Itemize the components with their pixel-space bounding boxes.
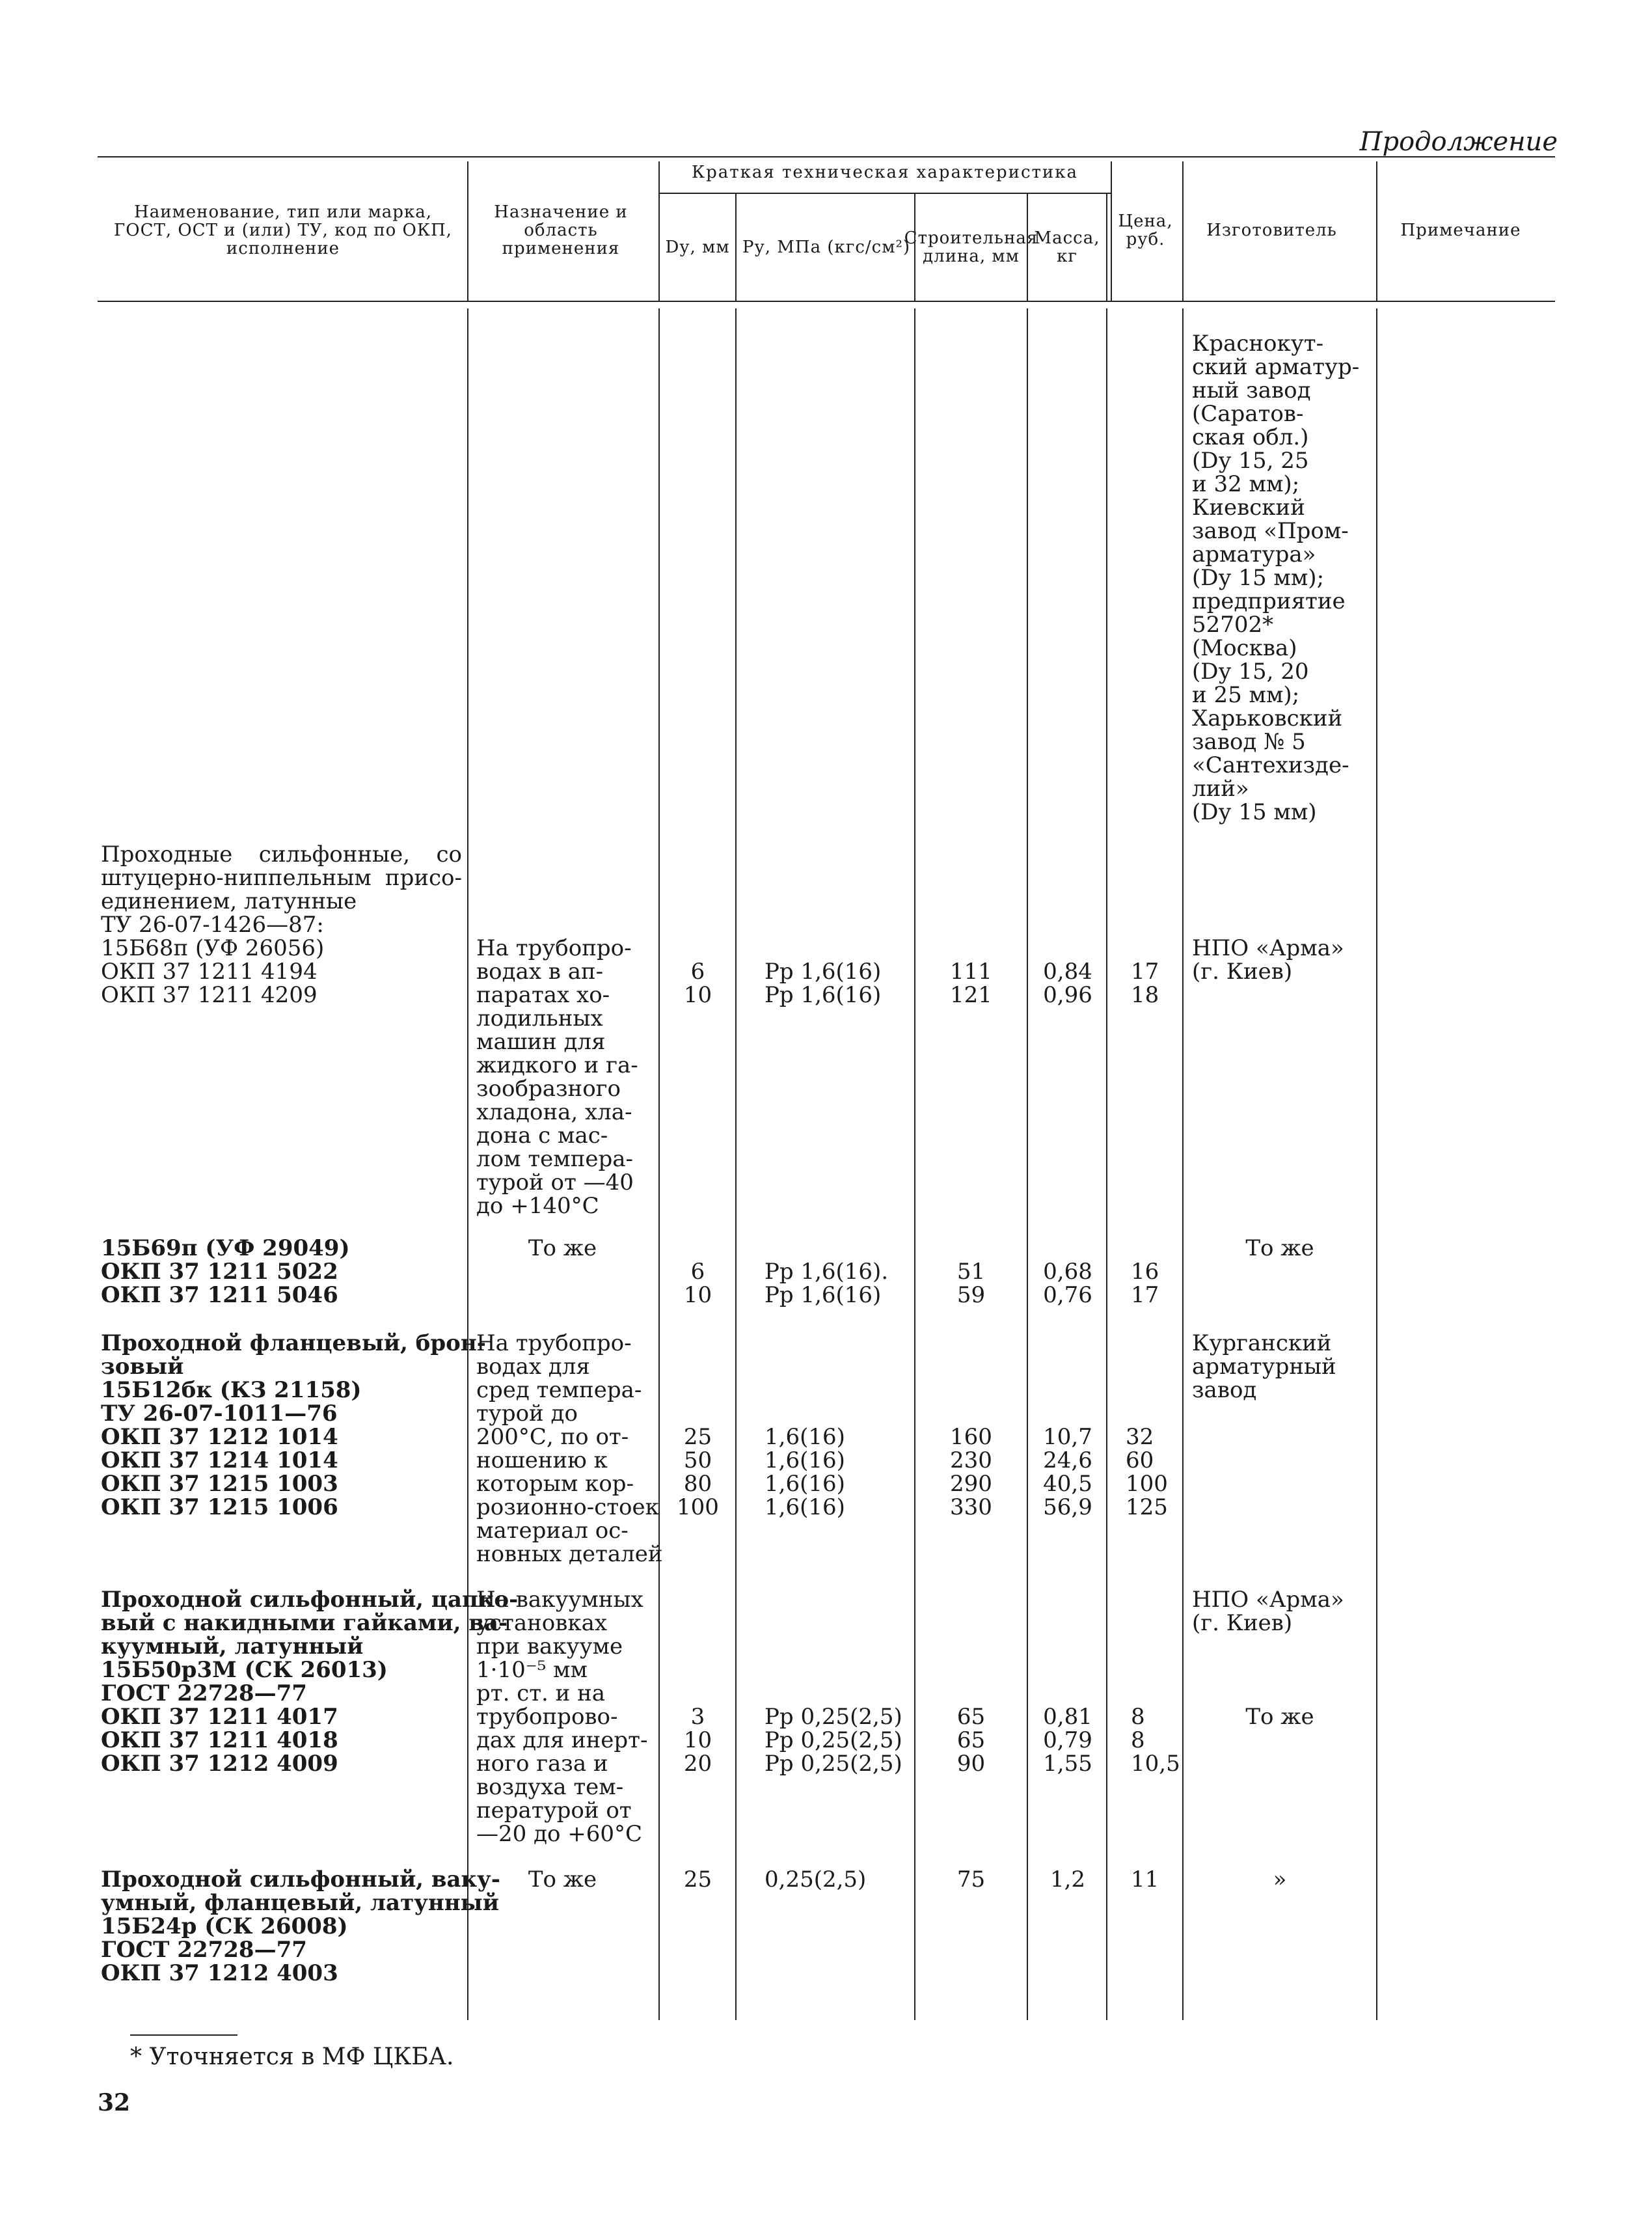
name-line: Проходной фланцевый, брон- <box>101 1330 486 1356</box>
row2-length <box>917 960 1025 1007</box>
price-value: 17 <box>1131 959 1159 985</box>
header-subrule <box>658 193 1111 194</box>
purpose-line: водах в ап- <box>476 959 604 985</box>
maker-line: Киевский <box>1192 495 1305 521</box>
header-dy: Dу, мм <box>665 238 730 257</box>
dy-value: 10 <box>683 1282 712 1308</box>
col-line <box>1376 308 1377 2020</box>
purpose-line: до +140°С <box>476 1193 599 1219</box>
purpose-line: рт. ст. и на <box>476 1680 606 1706</box>
py-value: Pр 0,25(2,5) <box>765 1751 902 1777</box>
length-value: 65 <box>956 1704 986 1730</box>
py-value: 1,6(16) <box>765 1447 845 1473</box>
dy-value: 10 <box>683 1727 712 1753</box>
purpose-line: сред темпера- <box>476 1377 642 1403</box>
maker-line: лий» <box>1192 776 1249 802</box>
maker-line: Краснокут- <box>1192 331 1324 357</box>
length-value: 59 <box>956 1282 986 1308</box>
name-line: 15Б50р3М (СК 26013) <box>101 1657 388 1683</box>
py-value: Pр 1,6(16). <box>765 1259 889 1285</box>
name-line: 15Б68п (УФ 26056) <box>101 935 325 961</box>
row6-price: 11 <box>1131 1867 1159 1893</box>
name-line: ОКП 37 1211 4018 <box>101 1727 338 1753</box>
maker-line: предприятие <box>1192 588 1346 614</box>
name-line: 15Б69п (УФ 29049) <box>101 1235 350 1261</box>
price-value: 100 <box>1126 1471 1168 1497</box>
name-line: 15Б12бк (КЗ 21158) <box>101 1377 362 1403</box>
dy-value: 6 <box>690 959 705 985</box>
col-line <box>1182 161 1184 301</box>
name-line: штуцерно-ниппельным присо- <box>101 865 462 891</box>
col-line <box>1111 161 1112 301</box>
purpose-line: ного газа и <box>476 1751 608 1777</box>
maker-line: завод № 5 <box>1192 729 1306 755</box>
purpose-line: дона с мас- <box>476 1123 608 1149</box>
length-value: 51 <box>956 1259 986 1285</box>
header-length: Строительная длина, мм <box>904 228 1038 266</box>
purpose-line: машин для <box>476 1029 606 1055</box>
footnote-rule <box>130 2034 237 2036</box>
row5-maker-same: То же <box>1245 1704 1314 1730</box>
row3-dy <box>664 1260 732 1307</box>
length-value: 90 <box>956 1751 986 1777</box>
row2-mass <box>1031 960 1104 1007</box>
maker-line: (Dу 15, 25 <box>1192 448 1309 474</box>
name-line: вый с накидными гайками, ва- <box>101 1610 508 1636</box>
mass-value: 24,6 <box>1043 1447 1092 1473</box>
name-line: 15Б24р (СК 26008) <box>101 1913 348 1939</box>
length-value: 160 <box>950 1424 992 1450</box>
py-value: Pр 1,6(16) <box>765 1282 882 1308</box>
col-line <box>914 308 915 2020</box>
dy-value: 80 <box>683 1471 712 1497</box>
purpose-line: На трубопро- <box>476 1330 632 1356</box>
row4-py <box>765 1425 914 1519</box>
length-value: 290 <box>950 1471 992 1497</box>
mass-value: 56,9 <box>1043 1494 1092 1520</box>
row5-name <box>101 1587 519 1777</box>
dy-value: 100 <box>677 1494 719 1520</box>
row5-mass <box>1031 1705 1104 1775</box>
name-line: ОКП 37 1211 5022 <box>101 1259 338 1285</box>
dy-value: 50 <box>683 1447 712 1473</box>
price-value: 60 <box>1126 1447 1154 1473</box>
maker-line: (г. Киев) <box>1192 1610 1293 1636</box>
mass-value: 10,7 <box>1043 1424 1092 1450</box>
name-line: ОКП 37 1211 5046 <box>101 1282 338 1308</box>
purpose-line: хладона, хла- <box>476 1099 632 1125</box>
mass-value: 0,96 <box>1043 982 1092 1008</box>
row6-py: 0,25(2,5) <box>765 1867 867 1893</box>
price-value: 16 <box>1131 1259 1159 1285</box>
name-line: умный, фланцевый, латунный <box>101 1890 499 1916</box>
col-line <box>1027 194 1028 301</box>
maker-line: «Сантехизде- <box>1192 752 1349 778</box>
maker-line: арматурный <box>1192 1354 1336 1380</box>
name-line: ОКП 37 1212 1014 <box>101 1424 338 1450</box>
row5-dy <box>664 1705 732 1775</box>
maker-line: НПО «Арма» <box>1192 935 1344 961</box>
purpose-line: На трубопро- <box>476 935 632 961</box>
maker-line: (Dу 15 мм); <box>1192 565 1325 591</box>
maker-line: Харьковский <box>1192 705 1343 732</box>
col-line <box>658 308 660 2020</box>
length-value: 230 <box>950 1447 992 1473</box>
py-value: Pр 0,25(2,5) <box>765 1704 902 1730</box>
purpose-line: дах для инерт- <box>476 1727 648 1753</box>
price-value: 10,5 <box>1131 1751 1180 1777</box>
header-price: Цена, руб. <box>1118 212 1173 249</box>
purpose-line: лом темпера- <box>476 1146 634 1172</box>
mass-value: 0,79 <box>1043 1727 1092 1753</box>
py-value: 1,6(16) <box>765 1424 845 1450</box>
header-mass: Масса, кг <box>1034 228 1100 266</box>
col-line <box>658 161 660 301</box>
name-line: Проходные сильфонные, со <box>101 841 462 868</box>
price-value: 125 <box>1126 1494 1168 1520</box>
purpose-line: лодильных <box>476 1005 603 1032</box>
purpose-line: —20 до +60°С <box>476 1821 643 1847</box>
mass-value: 40,5 <box>1043 1471 1092 1497</box>
header-name: Наименование, тип или марка, ГОСТ, ОСТ и (или) ТУ, код по ОКП, исполнение <box>114 202 452 258</box>
maker-line: Курганский <box>1192 1330 1332 1356</box>
row2-maker <box>1192 937 1374 983</box>
length-value: 330 <box>950 1494 992 1520</box>
maker-line: 52702* <box>1192 612 1274 638</box>
name-line: зовый <box>101 1354 184 1380</box>
purpose-line: ношению к <box>476 1447 608 1473</box>
maker-line: (Саратов- <box>1192 401 1304 427</box>
dy-value: 25 <box>683 1424 712 1450</box>
length-value: 111 <box>950 959 992 985</box>
header-note: Примечание <box>1400 221 1521 240</box>
price-value: 8 <box>1131 1727 1145 1753</box>
row5-py <box>765 1705 914 1775</box>
row1-maker <box>1192 332 1374 824</box>
dy-value: 10 <box>683 982 712 1008</box>
purpose-line: турой до <box>476 1401 578 1427</box>
py-value: 1,6(16) <box>765 1494 845 1520</box>
row4-mass <box>1031 1425 1104 1519</box>
name-line: ОКП 37 1212 4009 <box>101 1751 338 1777</box>
row2-name <box>101 843 462 1007</box>
maker-line: (Dу 15, 20 <box>1192 659 1309 685</box>
row3-purpose: То же <box>528 1235 597 1261</box>
name-line: Проходной сильфонный, цапко- <box>101 1587 519 1613</box>
purpose-line: водах для <box>476 1354 590 1380</box>
header-py: Pу, МПа (кгс/см²) <box>742 238 911 257</box>
col-line <box>1106 194 1107 301</box>
maker-line: (Dу 15 мм) <box>1192 799 1317 825</box>
mass-value: 0,81 <box>1043 1704 1092 1730</box>
row4-price <box>1126 1425 1181 1519</box>
py-value: Pр 0,25(2,5) <box>765 1727 902 1753</box>
row3-price <box>1131 1260 1180 1307</box>
name-line: ТУ 26-07-1011—76 <box>101 1401 338 1427</box>
purpose-line: при вакууме <box>476 1634 623 1660</box>
purpose-line: турой от —40 <box>476 1169 634 1196</box>
maker-line: НПО «Арма» <box>1192 1587 1344 1613</box>
mass-value: 0,68 <box>1043 1259 1092 1285</box>
maker-line: завод «Пром- <box>1192 518 1349 544</box>
maker-line: арматура» <box>1192 541 1316 568</box>
row4-purpose <box>476 1330 663 1567</box>
name-line: ГОСТ 22728—77 <box>101 1937 307 1963</box>
name-line: ОКП 37 1215 1006 <box>101 1494 338 1520</box>
header-bottom-rule <box>98 301 1555 302</box>
col-line <box>467 161 468 301</box>
row2-purpose <box>476 937 658 1218</box>
row3-py <box>765 1260 914 1307</box>
col-line <box>735 194 737 301</box>
maker-line: ный завод <box>1192 377 1311 403</box>
row5-purpose <box>476 1588 658 1846</box>
col-line <box>467 308 468 2020</box>
row2-price <box>1131 960 1180 1007</box>
header-tech-group: Краткая техническая характеристика <box>691 163 1079 182</box>
name-line: куумный, латунный <box>101 1634 364 1660</box>
name-line: ГОСТ 22728—77 <box>101 1680 307 1706</box>
maker-line: ский арматур- <box>1192 354 1360 380</box>
maker-line: и 32 мм); <box>1192 471 1300 497</box>
footnote: * Уточняется в МФ ЦКБА. <box>130 2044 454 2070</box>
purpose-line: установках <box>476 1610 608 1636</box>
row3-maker: То же <box>1245 1235 1314 1261</box>
col-line <box>1376 161 1377 301</box>
name-line: ТУ 26-07-1426—87: <box>101 912 324 938</box>
purpose-line: зообразного <box>476 1076 621 1102</box>
dy-value: 20 <box>683 1751 712 1777</box>
name-line: единением, латунные <box>101 888 357 914</box>
purpose-line: жидкого и га- <box>476 1052 638 1078</box>
py-value: Pр 1,6(16) <box>765 959 882 985</box>
row3-length <box>917 1260 1025 1307</box>
price-value: 18 <box>1131 982 1159 1008</box>
name-line: Проходной сильфонный, ваку- <box>101 1867 500 1893</box>
purpose-line: паратах хо- <box>476 982 610 1008</box>
purpose-line: материал ос- <box>476 1518 629 1544</box>
row5-maker <box>1192 1588 1374 1635</box>
row2-py <box>765 960 914 1007</box>
continuation-label: Продолжение <box>1359 127 1558 157</box>
row6-name <box>101 1867 500 1986</box>
row6-length: 75 <box>956 1867 986 1893</box>
mass-value: 0,84 <box>1043 959 1092 985</box>
col-line <box>1027 308 1028 2020</box>
row4-dy <box>664 1425 732 1519</box>
price-value: 32 <box>1126 1424 1154 1450</box>
mass-value: 1,55 <box>1043 1751 1092 1777</box>
length-value: 121 <box>950 982 992 1008</box>
header-purpose: Назначение и область применения <box>494 202 628 258</box>
purpose-line: На вакуумных <box>476 1587 643 1613</box>
row6-purpose: То же <box>528 1867 597 1893</box>
py-value: Pр 1,6(16) <box>765 982 882 1008</box>
purpose-line: пературой от <box>476 1798 632 1824</box>
page-number: 32 <box>98 2089 131 2116</box>
py-value: 1,6(16) <box>765 1471 845 1497</box>
row6-maker: » <box>1273 1867 1287 1893</box>
col-line <box>735 308 737 2020</box>
header-maker: Изготовитель <box>1206 221 1337 240</box>
name-line: ОКП 37 1215 1003 <box>101 1471 338 1497</box>
top-rule <box>98 156 1555 157</box>
name-line: ОКП 37 1211 4017 <box>101 1704 338 1730</box>
maker-line: (г. Киев) <box>1192 959 1293 985</box>
row4-name <box>101 1330 486 1520</box>
col-line <box>914 194 915 301</box>
purpose-line: 1·10⁻⁵ мм <box>476 1657 588 1683</box>
purpose-line: 200°С, по от- <box>476 1424 629 1450</box>
row4-maker <box>1192 1332 1374 1402</box>
col-line <box>1106 308 1107 2020</box>
row6-mass: 1,2 <box>1049 1867 1086 1893</box>
row5-price <box>1131 1705 1183 1775</box>
name-line: ОКП 37 1211 4209 <box>101 982 318 1008</box>
maker-line: и 25 мм); <box>1192 682 1300 708</box>
purpose-line: трубопрово- <box>476 1704 618 1730</box>
name-line: ОКП 37 1212 4003 <box>101 1960 338 1986</box>
row3-mass <box>1031 1260 1104 1307</box>
row2-dy <box>664 960 732 1007</box>
purpose-line: розионно-стоек <box>476 1494 659 1520</box>
length-value: 65 <box>956 1727 986 1753</box>
purpose-line: которым кор- <box>476 1471 634 1497</box>
purpose-line: новных деталей <box>476 1541 663 1567</box>
name-line: ОКП 37 1214 1014 <box>101 1447 338 1473</box>
dy-value: 6 <box>690 1259 705 1285</box>
maker-line: (Москва) <box>1192 635 1297 661</box>
price-value: 8 <box>1131 1704 1145 1730</box>
row4-length <box>917 1425 1025 1519</box>
mass-value: 0,76 <box>1043 1282 1092 1308</box>
maker-line: ская обл.) <box>1192 424 1309 450</box>
maker-line: завод <box>1192 1377 1257 1403</box>
price-value: 17 <box>1131 1282 1159 1308</box>
purpose-line: воздуха тем- <box>476 1774 624 1800</box>
row6-dy: 25 <box>683 1867 712 1893</box>
row5-length <box>917 1705 1025 1775</box>
name-line: ОКП 37 1211 4194 <box>101 959 318 985</box>
dy-value: 3 <box>690 1704 705 1730</box>
row3-name <box>101 1237 462 1307</box>
